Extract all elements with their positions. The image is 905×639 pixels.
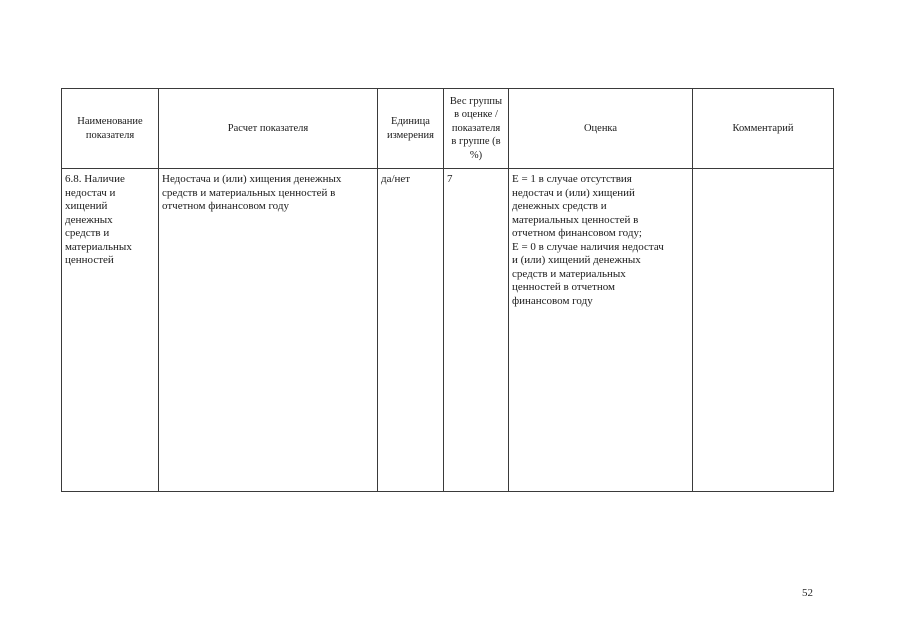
header-indicator-name — [62, 89, 159, 169]
cell-unit — [378, 169, 444, 492]
table-row — [62, 169, 834, 492]
cell-weight — [444, 169, 509, 492]
page-number: 52 — [802, 587, 813, 599]
cell-indicator-name — [62, 169, 159, 492]
header-assessment — [509, 89, 693, 169]
table-body — [62, 169, 834, 492]
cell-unit-text: да/нет — [381, 173, 411, 185]
table-header — [62, 89, 834, 169]
header-calculation-text: Расчет показателя — [227, 122, 309, 134]
header-comment — [693, 89, 834, 169]
header-indicator-name-text: Наименование показателя — [77, 116, 143, 141]
cell-assessment — [509, 169, 693, 492]
header-unit-text: Единица измерения — [387, 116, 434, 141]
header-row — [62, 89, 834, 169]
header-weight-text: Вес группы в оценке / показателя в группе (в %) — [449, 95, 503, 161]
cell-calculation-text: Недостача и (или) хищения денежных средств и материальных ценностей в отчетном финансовом году — [162, 173, 342, 212]
header-weight — [444, 89, 509, 169]
cell-calculation — [159, 169, 378, 492]
indicator-table — [61, 88, 834, 492]
header-comment-text: Комментарий — [732, 122, 794, 134]
cell-assessment-text: Е = 1 в случае отсутствия недостач и (или) хищений денежных средств и материальных ценностей в отчетном финансовом году; Е = 0 в случае наличия недостач и (или) хищений денежных средств и материальных ценностей в отчетном финансовом году — [512, 173, 664, 307]
header-calculation — [159, 89, 378, 169]
header-assessment-text: Оценка — [583, 122, 618, 134]
cell-weight-text: 7 — [447, 173, 453, 185]
header-unit — [378, 89, 444, 169]
cell-comment — [693, 169, 834, 492]
cell-indicator-name-text: 6.8. Наличие недостач и хищений денежных средств и материальных ценностей — [65, 173, 132, 266]
